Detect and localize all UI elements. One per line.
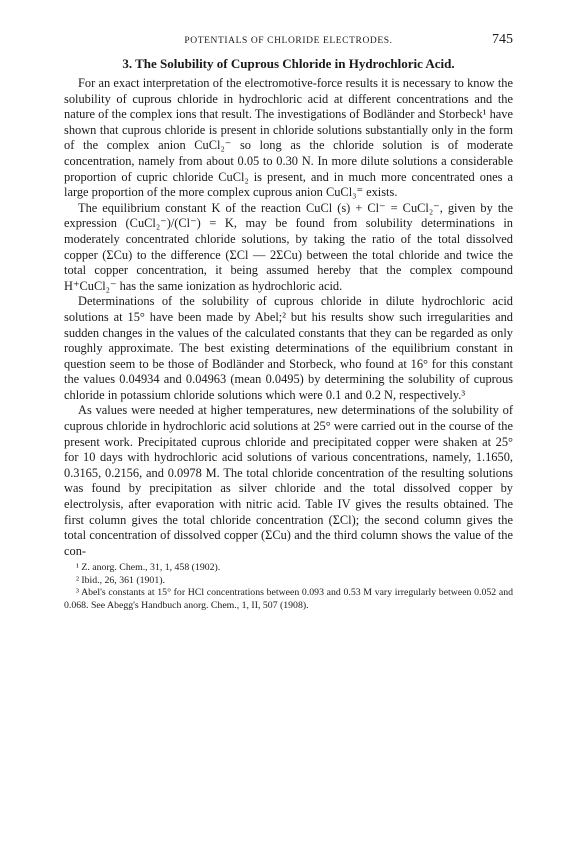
- paragraph: As values were needed at higher temperatures, new determinations of the solubility of cuprous chloride in hydrochloric acid solutions at 25° were carried out in the course of the present work. Precipitated cuprous chloride and precipitated copper were shaken at 25° for 10 days with hydrochloric acid solutions of various concentrations, namely, 1.1650, 0.3165, 0.2156, and 0.0978 M. The total chloride concentration of the resulting solutions was found by precipitation as silver chloride and the total dissolved copper by electrolysis, after evaporation with nitric acid. Table IV gives the results obtained. The first column gives the total chloride concentration (ΣCl); the second column gives the total concentration of dissolved copper (ΣCu) and the third column shows the value of the con-: [64, 403, 513, 558]
- footnote: ¹ Z. anorg. Chem., 31, 1, 458 (1902).: [76, 562, 221, 574]
- paragraph: Determinations of the solubility of cuprous chloride in dilute hydrochloric acid solutions at 15° have been made by Abel;² but his results show such irregularities and sudden changes in the values of the calculated constants that they can be regarded as only roughly approximate. The best existing determinations of the equilibrium constant in question seem to be those of Bodländer and Storbeck, who found at 16° for this constant the values 0.04934 and 0.04963 (mean 0.0495) by determining the solubility of cuprous chloride in potassium chloride solutions which were 0.1 and 0.2 N, respectively.³: [64, 294, 513, 402]
- running-head: [64, 30, 513, 52]
- paragraph: The equilibrium constant K of the reaction CuCl (s) + Cl⁻ = CuCl₂⁻, given by the expression (CuCl₂⁻)/(Cl⁻) = K, may be found from solubility determinations in moderately concentrated chloride solutions, by taking the ratio of the total dissolved copper (ΣCu) to the difference (ΣCl — 2ΣCu) between the total chloride and twice the total copper concentration, it being assumed hereby that the complex compound H⁺CuCl₂⁻ has the same ionization as hydrochloric acid.: [64, 200, 513, 293]
- journal-page: [64, 30, 513, 612]
- footnote: ³ Abel's constants at 15° for HCl concentrations between 0.093 and 0.53 M vary irregularly between 0.052 and 0.068. See Abegg's Handbuch anorg. Chem., 1, II, 507 (1908).: [64, 587, 513, 611]
- footnotes: [64, 562, 513, 612]
- footnote: ² Ibid., 26, 361 (1901).: [76, 574, 165, 586]
- section-heading: 3. The Solubility of Cuprous Chloride in Hydrochloric Acid.: [122, 56, 455, 71]
- body-text: [64, 76, 513, 559]
- page-number: 745: [492, 32, 513, 47]
- running-title: POTENTIALS OF CHLORIDE ELECTRODES.: [184, 36, 393, 46]
- paragraph: For an exact interpretation of the electromotive-force results it is necessary to know the solubility of cuprous chloride in hydrochloric acid at different concentrations and the nature of the complex ions that result. The investigations of Bodländer and Storbeck¹ have shown that cuprous chloride is present in chloride solutions substantially only in the form of the complex anion CuCl₂⁻ so long as the chloride solution is of moderate concentration, namely from about 0.05 to 0.30 N. In more dilute solutions a considerable proportion of cupric chloride CuCl₂ is present, and in much more concentrated ones a large proportion of the more complex cuprous anion CuCl₃⁼ exists.: [64, 76, 513, 200]
